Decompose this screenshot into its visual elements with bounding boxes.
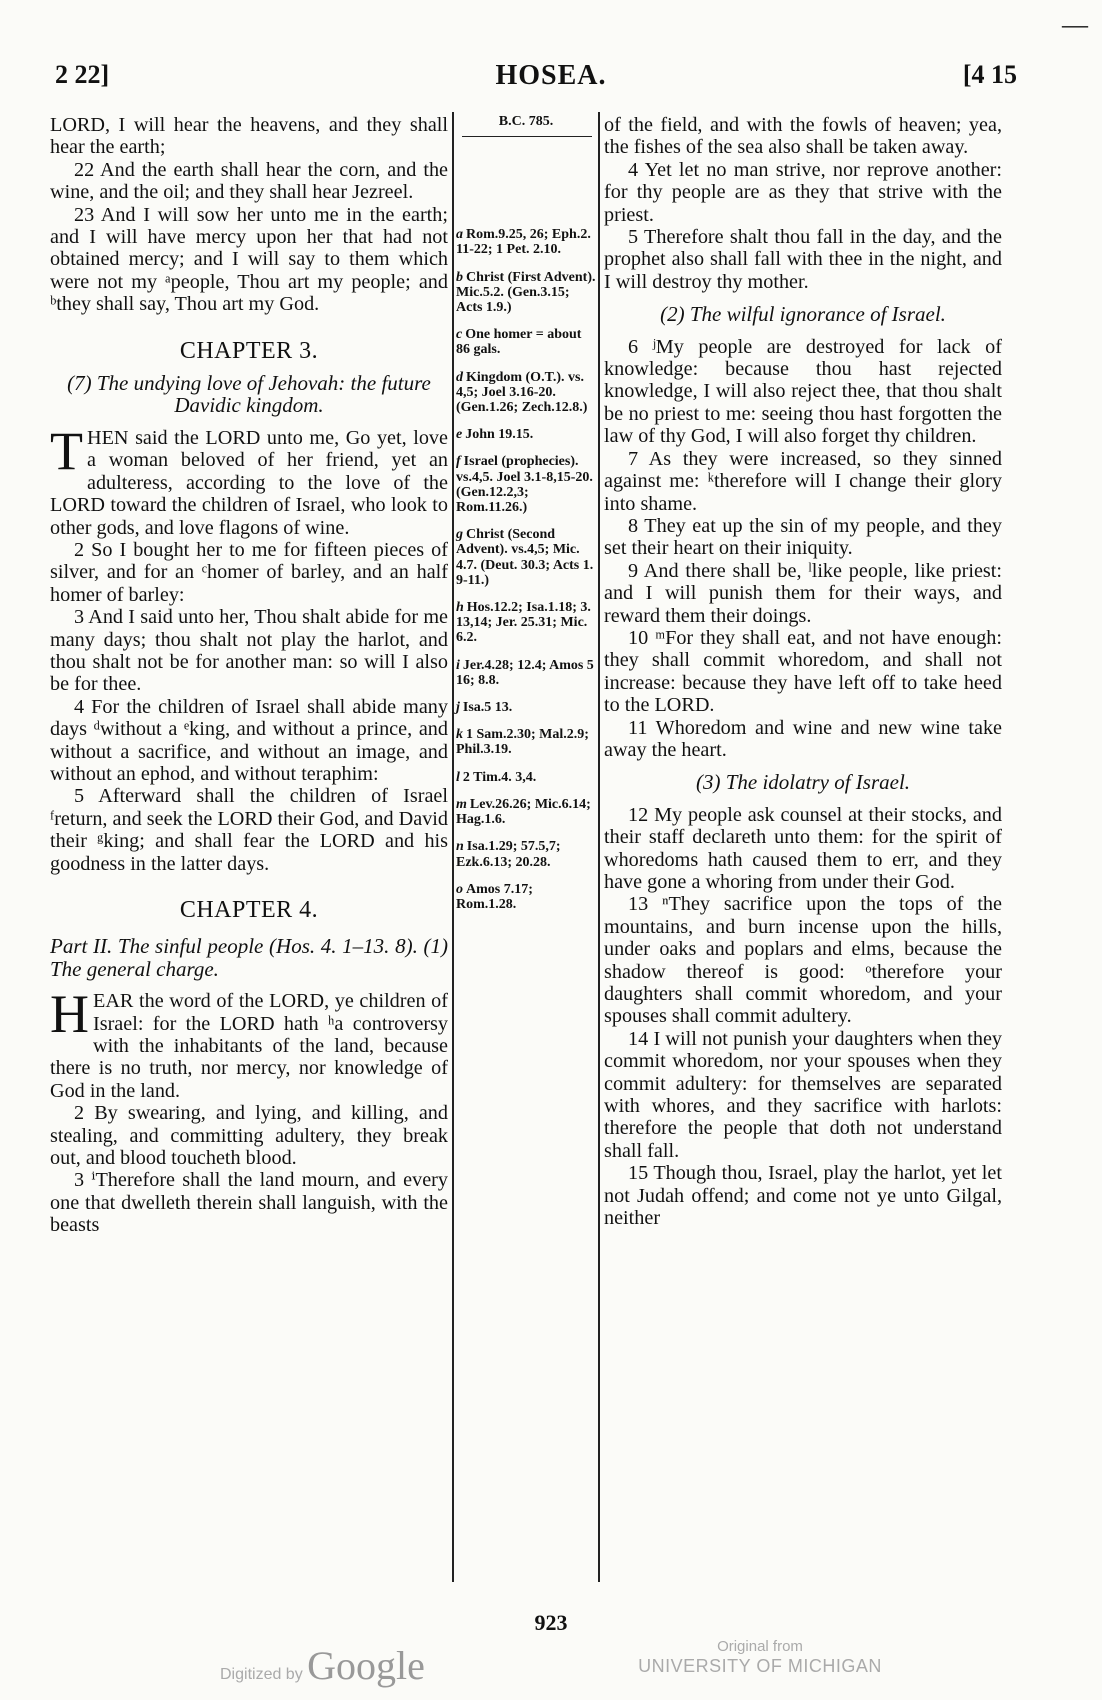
- verse-2-23: 23 And I will sow her unto me in the earth; and I will have mercy upon her that had not obtained mercy; and I will say to them which were not my ᵃpeople, Thou art my people; and ᵇthey shall say, Thou art my God.: [50, 203, 448, 316]
- verse-3-1: HEN said the LORD unto me, Go yet, love a woman beloved of her friend, yet an adulteress, according to the love of the LORD toward the children of Israel, who look to other gods, and love flagons of wine.: [50, 426, 448, 539]
- margin-note-d: d Kingdom (O.T.). vs. 4,5; Joel 3.16-20. (Gen.1.26; Zech.12.8.): [456, 369, 588, 416]
- verse-4-4: 4 Yet let no man strive, nor reprove another: for thy people are as they that strive with the priest.: [604, 158, 1002, 226]
- margin-note-o: o Amos 7.17; Rom.1.28.: [456, 881, 533, 912]
- verse-4-13: 13 ⁿThey sacrifice upon the tops of the mountains, and burn incense upon the hills, under oaks and poplars and elms, because the shadow thereof is good: ᵒtherefore your daughters shall commit whoredom, and your spouses shall commit adultery.: [604, 893, 1002, 1028]
- verse-4-3-end: of the field, and with the fowls of heaven; yea, the fishes of the sea also shall be taken away.: [604, 114, 1002, 159]
- page-title: HOSEA.: [495, 60, 607, 91]
- verse-4-3: 3 ⁱTherefore shall the land mourn, and every one that dwelleth therein shall languish, with the beasts: [50, 1169, 448, 1237]
- verse-3-4: 4 For the children of Israel shall abide many days ᵈwithout a ᵉking, and without a prince, and without a sacrifice, and without an image, and without an ephod, and without teraphim:: [50, 695, 448, 785]
- section-heading-3: (3) The idolatry of Israel.: [695, 770, 911, 795]
- verse-4-15: 15 Though thou, Israel, play the harlot, yet let not Judah offend; and come not ye unto Gilgal, neither: [604, 1162, 1002, 1230]
- margin-note-g: g Christ (Second Advent). vs.4,5; Mic. 4.7. (Deut. 30.3; Acts 1. 9-11.): [456, 527, 594, 588]
- margin-note-b: b Christ (First Advent). Mic.5.2. (Gen.3.15; Acts 1.9.): [456, 269, 596, 316]
- verse-3-5: 5 Afterward shall the children of Israel ᶠreturn, and seek the LORD their God, and David their ᵍking; and shall fear the LORD and his goodness in the latter days.: [50, 785, 448, 875]
- verse-2-21-end: LORD, I will hear the heavens, and they shall hear the earth;: [50, 114, 448, 159]
- margin-note-m: m Lev.26.26; Mic.6.14; Hag.1.6.: [456, 796, 591, 828]
- digitized-by-label: Digitized by: [220, 1666, 303, 1683]
- chapter-4-heading: CHAPTER 4.: [179, 897, 319, 923]
- page-number: 923: [534, 1610, 568, 1635]
- verse-3-2: 2 So I bought her to me for fifteen pieces of silver, and for an ᶜhomer of barley, and an half homer of barley:: [50, 538, 448, 606]
- margin-note-k: k 1 Sam.2.30; Mal.2.9; Phil.3.19.: [456, 727, 589, 758]
- original-from-label: Original from: [717, 1638, 803, 1655]
- verse-4-10: 10 ᵐFor they shall eat, and not have enough: they shall commit whoredom, and shall not increase: because they have left off to take heed to the LORD.: [604, 626, 1002, 717]
- verse-4-14: 14 I will not punish your daughters when they commit whoredom, nor your spouses when they commit adultery: for themselves are separated with whores, and they sacrifice with harlots: therefore the people that doth not understand shall fall.: [604, 1027, 1002, 1162]
- verse-4-2: 2 By swearing, and lying, and killing, and stealing, and committing adultery, they break out, and blood toucheth blood.: [50, 1102, 448, 1170]
- verse-4-7: 7 As they were increased, so they sinned against me: ᵏtherefore will I change their glory into shame.: [604, 447, 1002, 515]
- dropcap-h: H: [50, 984, 89, 1045]
- google-logo: Google: [307, 1643, 425, 1688]
- verse-4-11: 11 Whoredom and wine and new wine take away the heart.: [604, 716, 1002, 761]
- margin-note-e: e John 19.15.: [456, 427, 534, 443]
- right-column: [604, 114, 1002, 1230]
- margin-note-h: h Hos.12.2; Isa.1.18; 3. 13,14; Jer. 25.31; Mic. 6.2.: [456, 600, 591, 646]
- header-right-ref: [4 15: [962, 60, 1017, 89]
- margin-note-l: l 2 Tim.4. 3,4.: [456, 769, 537, 785]
- bc-date: B.C. 785.: [498, 114, 554, 129]
- margin-note-f: f Israel (prophecies). vs.4,5. Joel 3.1-8,15-20. (Gen.12.2,3; Rom.11.26.): [456, 454, 593, 516]
- column-rule-left: [452, 112, 454, 1582]
- margin-note-i: i Jer.4.28; 12.4; Amos 5 16; 8.8.: [456, 657, 594, 688]
- chapter-3-heading: CHAPTER 3.: [179, 337, 319, 364]
- left-column: [50, 114, 448, 1237]
- margin-note-c: c One homer = about 86 gals.: [456, 327, 582, 358]
- margin-note-j: j Isa.5 13.: [456, 700, 513, 716]
- verse-4-6: 6 ʲMy people are destroyed for lack of knowledge: because thou hast rejected knowledge, I will also reject thee, that thou shalt be no priest to me: seeing thou hast forgotten the law of thy God, I will also forget thy children.: [604, 335, 1002, 448]
- digitized-by-watermark: [220, 1642, 425, 1689]
- dropcap-t: T: [50, 420, 83, 481]
- corner-mark: —: [1062, 10, 1088, 39]
- verse-4-1: EAR the word of the LORD, ye children of Israel: for the LORD hath ʰa controversy with the inhabitants of the land, because there is no truth, nor mercy, nor knowledge of God in the land.: [50, 990, 448, 1102]
- verse-3-3: 3 And I said unto her, Thou shalt abide for me many days; thou shalt not play the harlot, and thou shalt not be for another man: so will I also be for thee.: [50, 606, 448, 696]
- section-heading-2: (2) The wilful ignorance of Israel.: [660, 302, 946, 327]
- section-heading-7: (7) The undying love of Jehovah: the future Davidic kingdom.: [67, 371, 431, 418]
- verse-2-22: 22 And the earth shall hear the corn, and the wine, and the oil; and they shall hear Jezreel.: [50, 158, 448, 204]
- margin-note-n: n Isa.1.29; 57.5,7; Ezk.6.13; 20.28.: [456, 839, 561, 870]
- margin-references: [456, 114, 596, 924]
- margin-note-a: a Rom.9.25, 26; Eph.2. 11-22; 1 Pet. 2.10.: [456, 227, 591, 258]
- part-ii-heading: Part II. The sinful people (Hos. 4. 1–13. 8). (1) The general charge.: [50, 934, 448, 981]
- verse-4-12: 12 My people ask counsel at their stocks, and their staff declareth unto them: for the spirit of whoredoms hath caused them to err, and they have gone a whoring from under their God.: [604, 803, 1002, 893]
- verse-4-8: 8 They eat up the sin of my people, and they set their heart on their iniquity.: [604, 514, 1002, 560]
- column-rule-right: [598, 112, 600, 1582]
- header-left-ref: 2 22]: [55, 60, 110, 89]
- verse-4-5: 5 Therefore shalt thou fall in the day, and the prophet also shall fall with thee in the night, and I will destroy thy mother.: [604, 226, 1002, 293]
- verse-4-9: 9 And there shall be, ˡlike people, like priest: and I will punish them for their ways, and reward them their doings.: [604, 559, 1002, 627]
- university-label: UNIVERSITY OF MICHIGAN: [638, 1656, 882, 1676]
